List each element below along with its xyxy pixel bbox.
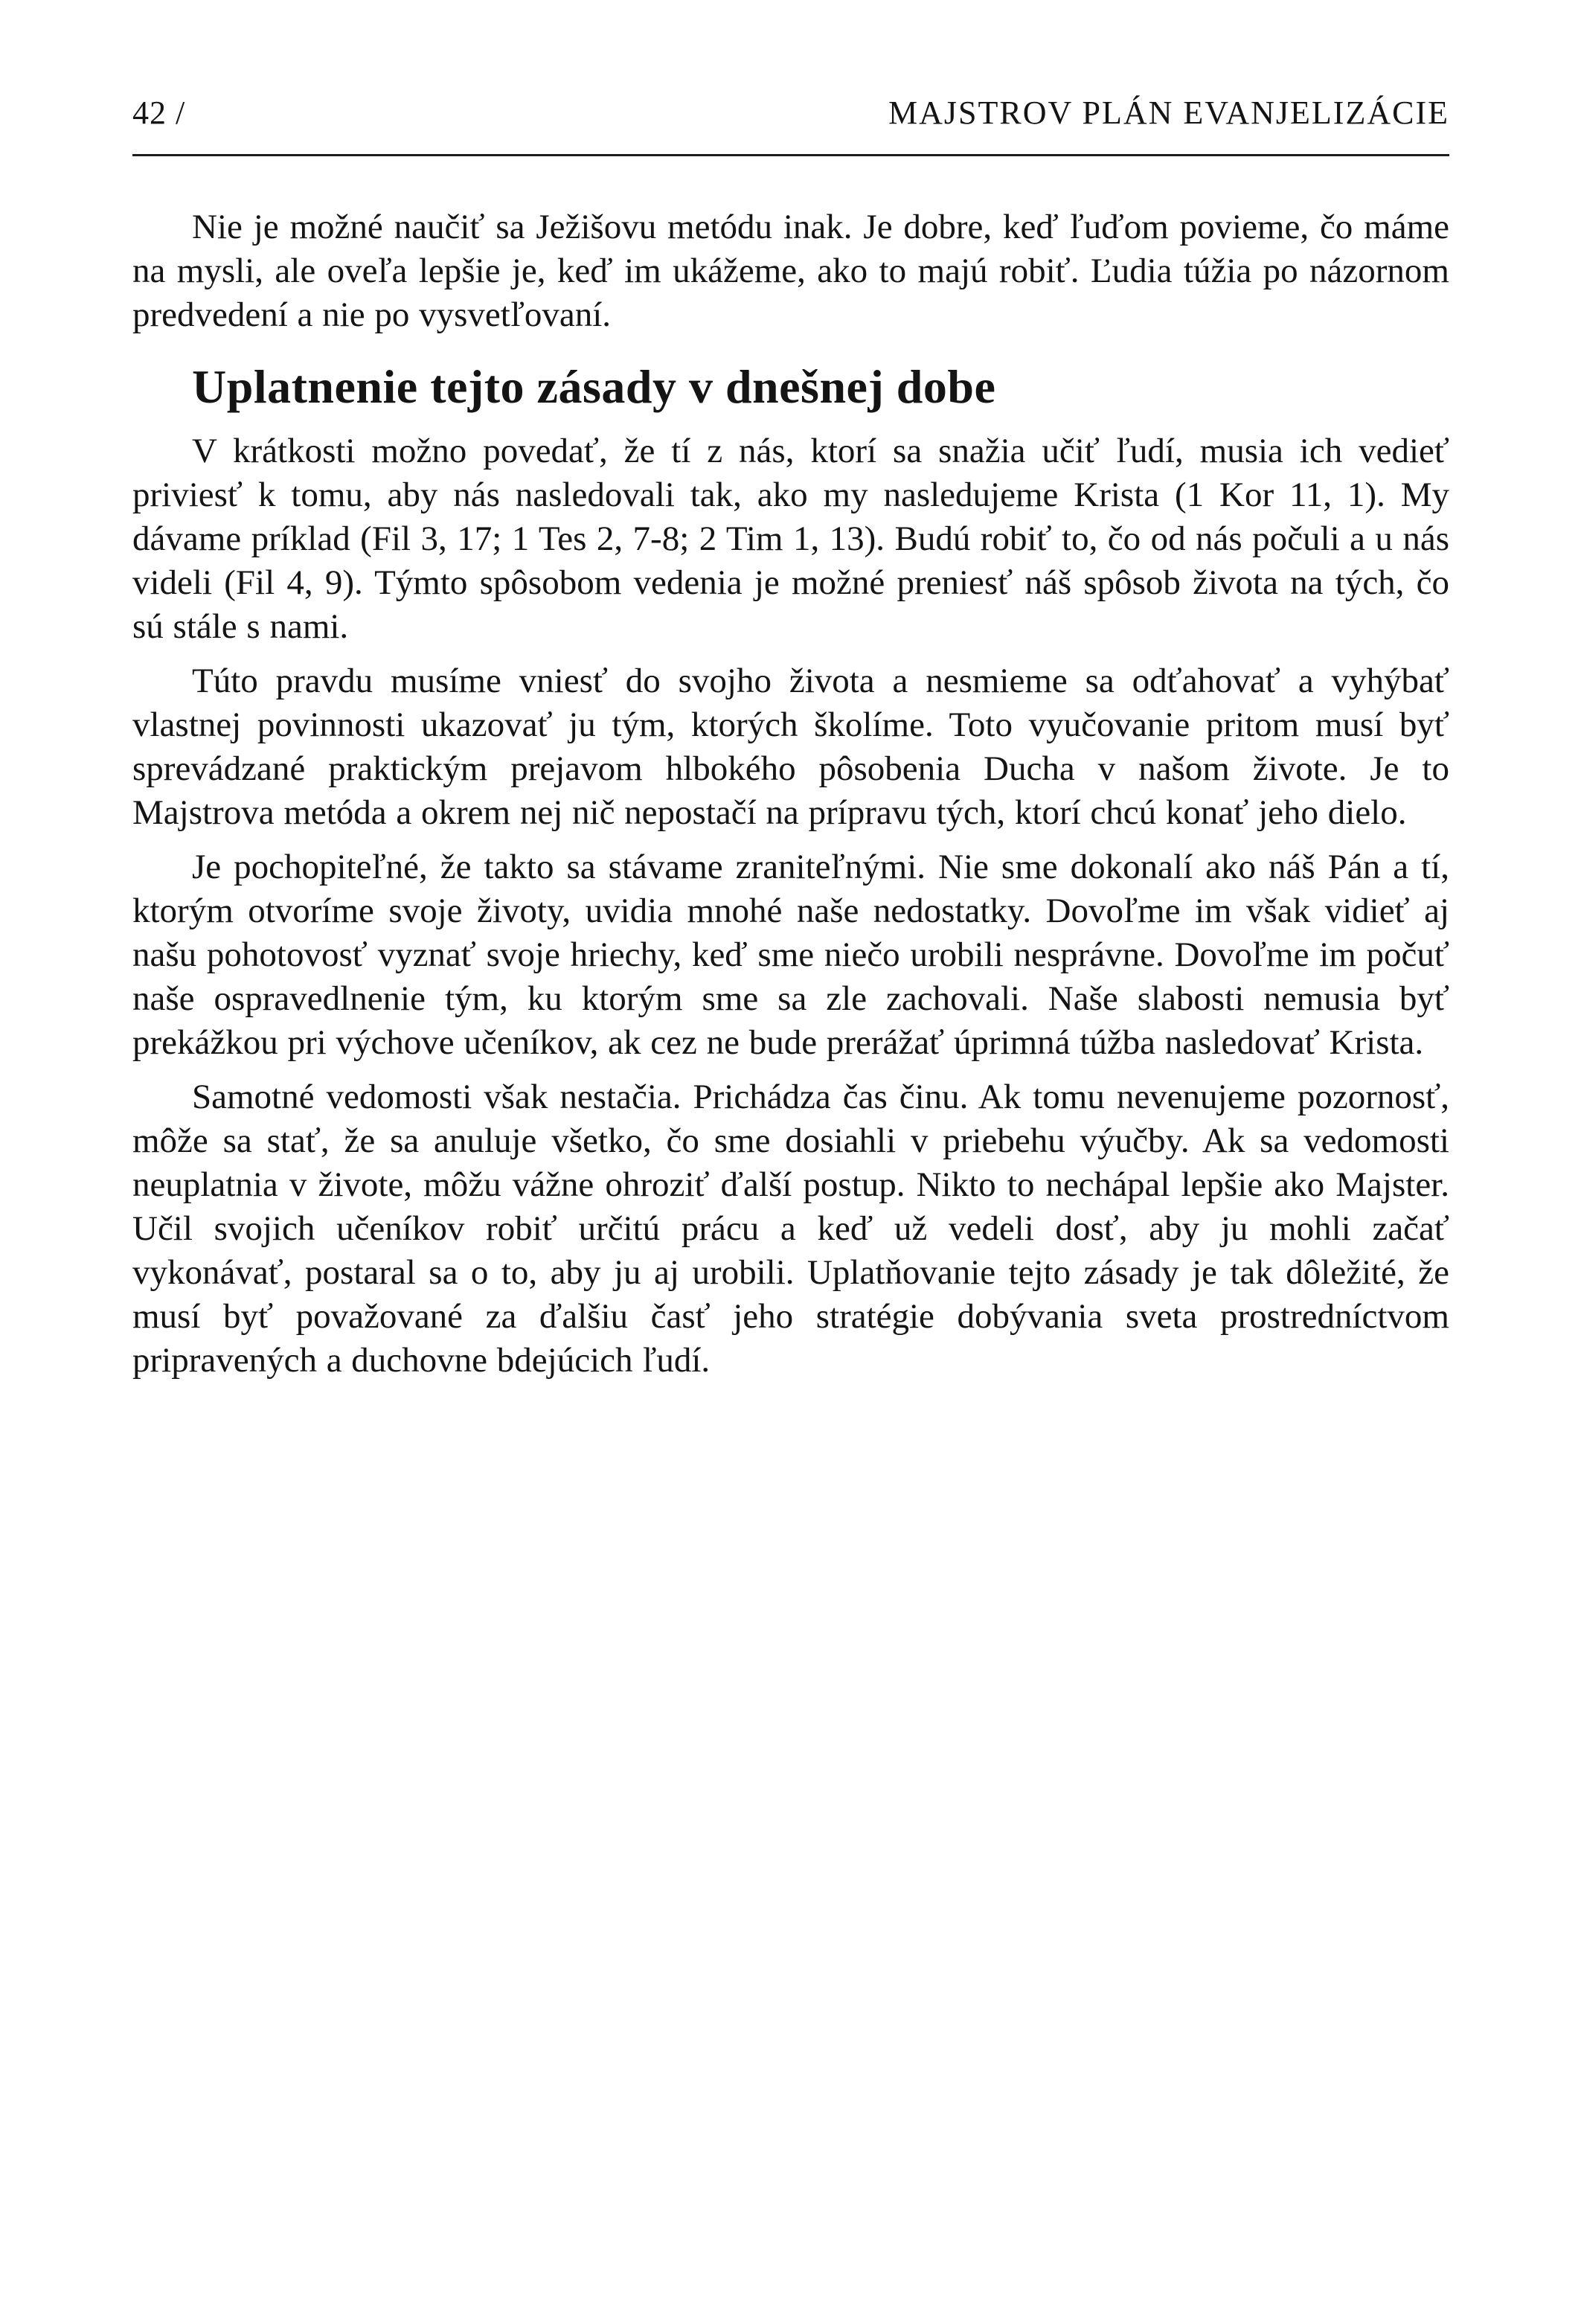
running-head <box>132 91 1449 135</box>
body-paragraph: Túto pravdu musíme vniesť do svojho života a nesmieme sa odťahovať a vyhýbať vlastnej povinnosti ukazovať ju tým, ktorých školíme. Toto vyučovanie pritom musí byť sprevádzané praktickým prejavom hlbokého pôsobenia Ducha v našom živote. Je to Majstrova metóda a okrem nej nič nepostačí na prípravu tých, ktorí chcú konať jeho dielo. <box>132 662 1449 832</box>
page-body <box>132 205 1449 1393</box>
body-paragraph: Samotné vedomosti však nestačia. Prichádza čas činu. Ak tomu nevenujeme pozornosť, môže sa stať, že sa anuluje všetko, čo sme dosiahli v priebehu výučby. Ak sa vedomosti neuplatnia v živote, môžu vážne ohroziť ďalší postup. Nikto to nechápal lepšie ako Majster. Učil svojich učeníkov robiť určitú prácu a keď už vedeli dosť, aby ju mohli začať vykonávať, postaral sa o to, aby ju aj urobili. Uplatňovanie tejto zásady je tak dôležité, že musí byť považované za ďalšiu časť jeho stratégie dobývania sveta prostredníctvom pripravených a duchovne bdejúcich ľudí. <box>132 1078 1449 1380</box>
header-rule <box>132 154 1449 156</box>
book-title: MAJSTROV PLÁN EVANJELIZÁCIE <box>888 95 1449 131</box>
page-number: 42 / <box>132 95 186 131</box>
body-paragraph: Je pochopiteľné, že takto sa stávame zraniteľnými. Nie sme dokonalí ako náš Pán a tí, ktorým otvoríme svoje životy, uvidia mnohé naše nedostatky. Dovoľme im však vidieť aj našu pohotovosť vyznať svoje hriechy, keď sme niečo urobili nesprávne. Dovoľme im počuť naše ospravedlnenie tým, ku ktorým sme sa zle zachovali. Naše slabosti nemusia byť prekážkou pri výchove učeníkov, ak cez ne bude prerážať úprimná túžba nasledovať Krista. <box>132 848 1449 1062</box>
section-heading: Uplatnenie tejto zásady v dnešnej dobe <box>192 360 996 413</box>
body-paragraph: V krátkosti možno povedať, že tí z nás, ktorí sa snažia učiť ľudí, musia ich vedieť priviesť k tomu, aby nás nasledovali tak, ako my nasledujeme Krista (1 Kor 11, 1). My dávame príklad (Fil 3, 17; 1 Tes 2, 7-8; 2 Tim 1, 13). Budú robiť to, čo od nás počuli a u nás videli (Fil 4, 9). Týmto spôsobom vedenia je možné preniesť náš spôsob života na tých, čo sú stále s nami. <box>132 432 1449 646</box>
intro-paragraph: Nie je možné naučiť sa Ježišovu metódu inak. Je dobre, keď ľuďom povieme, čo máme na mysli, ale oveľa lepšie je, keď im ukážeme, ako to majú robiť. Ľudia túžia po názornom predvedení a nie po vysvetľovaní. <box>132 208 1449 334</box>
